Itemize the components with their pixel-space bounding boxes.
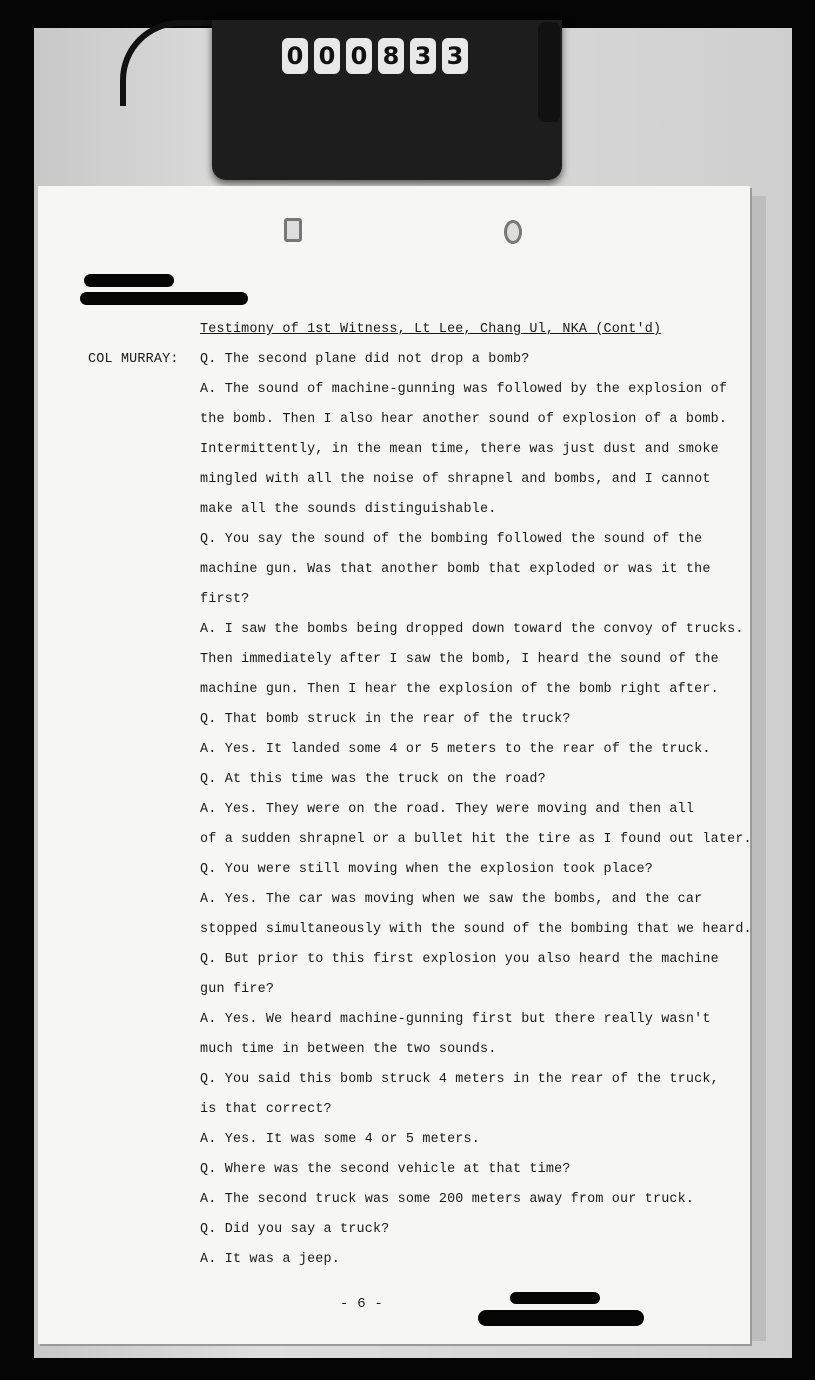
counter-digit: 0	[346, 38, 372, 74]
transcript-line: is that correct?	[200, 1102, 332, 1117]
transcript-line: Q. You said this bomb struck 4 meters in the rear of the truck,	[200, 1072, 719, 1087]
punch-mark	[504, 220, 522, 244]
redaction-bar	[510, 1292, 600, 1304]
counter-arm	[538, 22, 560, 122]
transcript-line: Q. At this time was the truck on the road?	[200, 772, 546, 787]
transcript-line: the bomb. Then I also hear another sound of explosion of a bomb.	[200, 412, 728, 427]
transcript-line: Q. Where was the second vehicle at that time?	[200, 1162, 571, 1177]
transcript-line: gun fire?	[200, 982, 275, 997]
transcript-line: machine gun. Was that another bomb that exploded or was it the	[200, 562, 711, 577]
transcript-line: A. The sound of machine-gunning was followed by the explosion of	[200, 382, 728, 397]
transcript-line: Q. Did you say a truck?	[200, 1222, 390, 1237]
paper-edge	[750, 196, 766, 1341]
counter-digit: 8	[378, 38, 404, 74]
transcript-line: Intermittently, in the mean time, there was just dust and smoke	[200, 442, 719, 457]
transcript-line: Q. But prior to this first explosion you also heard the machine	[200, 952, 719, 967]
transcript-line: A. The second truck was some 200 meters away from our truck.	[200, 1192, 695, 1207]
testimony-heading: Testimony of 1st Witness, Lt Lee, Chang Ul, NKA (Cont'd)	[200, 322, 662, 337]
counter-digits	[282, 38, 468, 74]
transcript-line: A. Yes. It landed some 4 or 5 meters to the rear of the truck.	[200, 742, 711, 757]
redaction-bar	[80, 292, 248, 305]
transcript-line: A. Yes. They were on the road. They were moving and then all	[200, 802, 695, 817]
transcript-line: A. It was a jeep.	[200, 1252, 341, 1267]
frame-counter	[212, 20, 562, 180]
transcript-line: A. Yes. The car was moving when we saw the bombs, and the car	[200, 892, 703, 907]
transcript-line: A. Yes. We heard machine-gunning first but there really wasn't	[200, 1012, 711, 1027]
transcript-line: Q. That bomb struck in the rear of the truck?	[200, 712, 571, 727]
transcript-line: A. I saw the bombs being dropped down toward the convoy of trucks.	[200, 622, 744, 637]
transcript-line: Q. The second plane did not drop a bomb?	[200, 352, 530, 367]
counter-digit: 3	[442, 38, 468, 74]
counter-digit: 0	[314, 38, 340, 74]
counter-digit: 3	[410, 38, 436, 74]
speaker-label: COL MURRAY:	[88, 352, 179, 367]
redaction-bar	[478, 1310, 644, 1326]
transcript-line: much time in between the two sounds.	[200, 1042, 497, 1057]
transcript-line: of a sudden shrapnel or a bullet hit the tire as I found out later.	[200, 832, 752, 847]
transcript-line: make all the sounds distinguishable.	[200, 502, 497, 517]
counter-digit: 0	[282, 38, 308, 74]
transcript-line: first?	[200, 592, 250, 607]
punch-mark	[284, 218, 302, 242]
transcript-line: Q. You say the sound of the bombing followed the sound of the	[200, 532, 703, 547]
transcript-line: machine gun. Then I hear the explosion of the bomb right after.	[200, 682, 719, 697]
transcript-line: A. Yes. It was some 4 or 5 meters.	[200, 1132, 481, 1147]
transcript-line: stopped simultaneously with the sound of the bombing that we heard.	[200, 922, 752, 937]
document-page	[38, 186, 750, 1344]
page-number: - 6 -	[340, 1296, 384, 1312]
transcript-line: Then immediately after I saw the bomb, I heard the sound of the	[200, 652, 719, 667]
transcript-line: Q. You were still moving when the explosion took place?	[200, 862, 653, 877]
redaction-bar	[84, 274, 174, 287]
transcript-line: mingled with all the noise of shrapnel and bombs, and I cannot	[200, 472, 711, 487]
